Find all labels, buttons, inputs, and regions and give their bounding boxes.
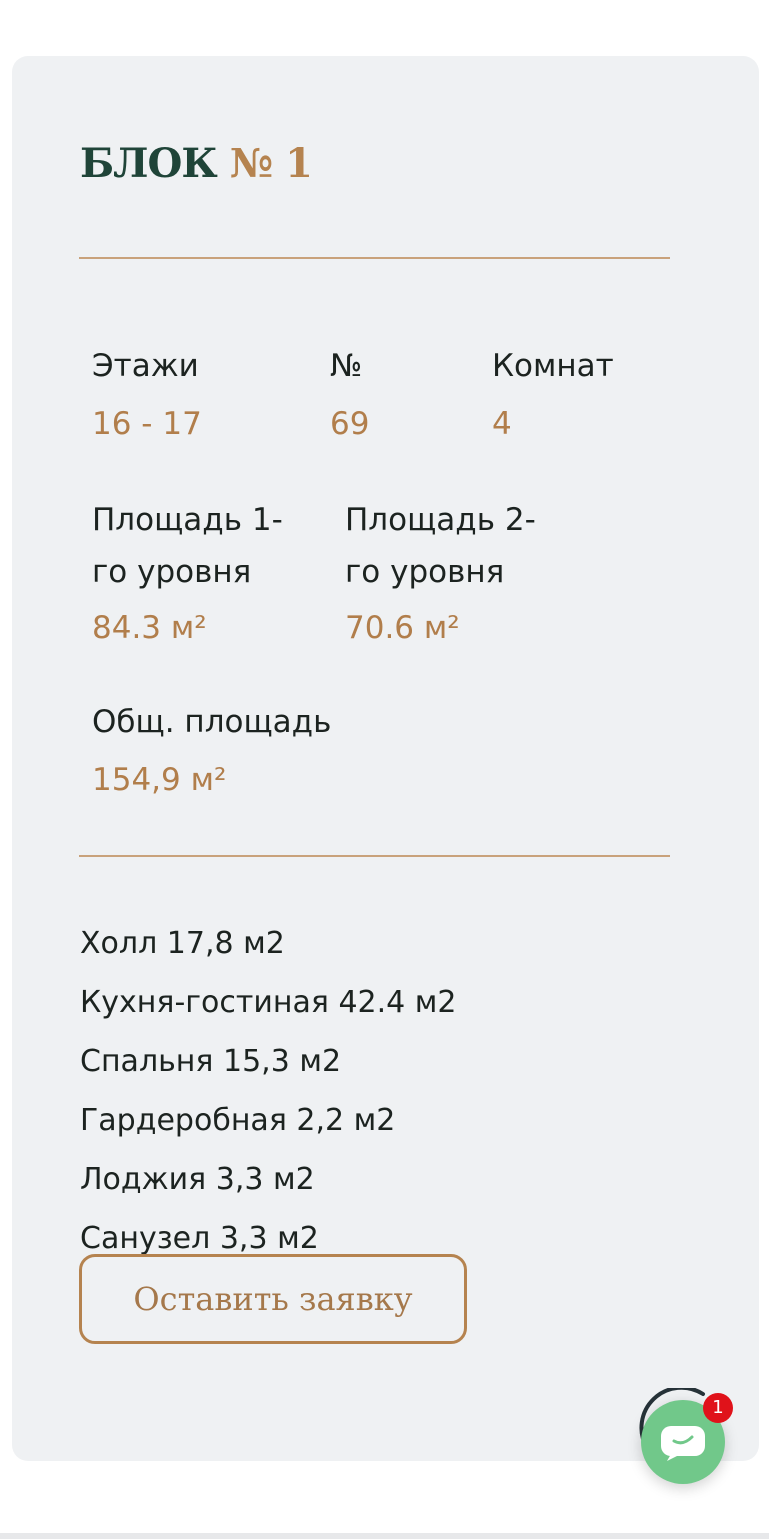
leave-request-button[interactable]: Оставить заявку (79, 1254, 467, 1344)
room-list (80, 914, 457, 1268)
apartment-number-value: 69 (330, 406, 370, 442)
area-level-2-value: 70.6 м² (345, 610, 460, 646)
room-item-hall: Холл 17,8 м2 (80, 926, 285, 961)
area-level-2-label-line2: го уровня (345, 554, 505, 590)
apartment-number-label: № (330, 348, 363, 384)
area-level-1-value: 84.3 м² (92, 610, 207, 646)
chat-widget[interactable] (637, 1388, 737, 1488)
total-area-label: Общ. площадь (92, 704, 332, 740)
area-level-2-label-line1: Площадь 2- (345, 502, 536, 538)
block-title-number: № 1 (229, 140, 312, 187)
room-item-bedroom: Спальня 15,3 м2 (80, 1044, 342, 1079)
room-item-wardrobe: Гардеробная 2,2 м2 (80, 1103, 396, 1138)
room-item-kitchen-living: Кухня-гостиная 42.4 м2 (80, 985, 457, 1020)
floors-value: 16 - 17 (92, 406, 202, 442)
rooms-count-value: 4 (492, 406, 512, 442)
block-title-word: БЛОК (80, 140, 217, 187)
room-item-bathroom: Санузел 3,3 м2 (80, 1221, 319, 1256)
middle-divider (79, 855, 670, 857)
top-divider (79, 257, 670, 259)
chat-bubble-icon (659, 1424, 707, 1462)
block-title (80, 137, 312, 191)
floors-label: Этажи (92, 348, 199, 384)
chat-notification-badge: 1 (703, 1393, 733, 1423)
area-level-1-label-line1: Площадь 1- (92, 502, 283, 538)
total-area-value: 154,9 м² (92, 762, 227, 798)
rooms-count-label: Комнат (492, 348, 614, 384)
room-item-loggia: Лоджия 3,3 м2 (80, 1162, 315, 1197)
bottom-divider (0, 1533, 769, 1539)
area-level-1-label-line2: го уровня (92, 554, 252, 590)
